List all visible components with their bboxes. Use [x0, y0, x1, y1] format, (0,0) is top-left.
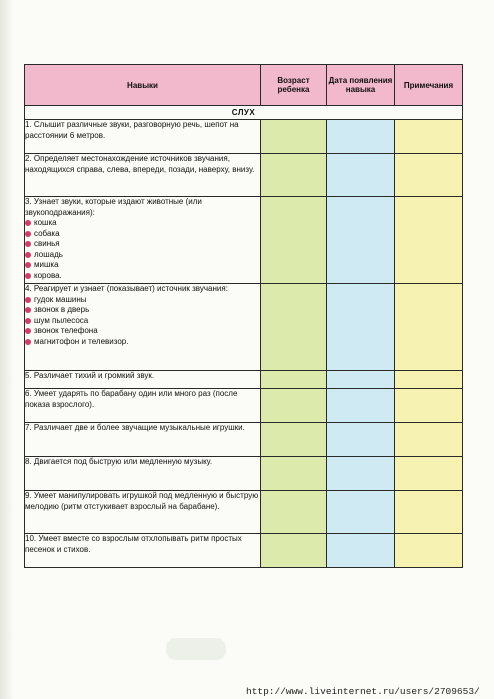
- list-item: [25, 229, 260, 240]
- skills-table: [24, 64, 463, 568]
- notes-cell[interactable]: [395, 491, 463, 534]
- date-cell[interactable]: [327, 389, 395, 423]
- table-header-row: [25, 65, 463, 106]
- age-cell[interactable]: [261, 534, 327, 568]
- skill-text: 10. Умеет вместе со взрослым отхлопывать ритм простых песенок и стихов.: [25, 534, 242, 554]
- bullet-icon: [25, 252, 31, 258]
- skill-cell: [25, 120, 261, 154]
- skill-text: 3. Узнает звуки, которые издают животные (или звукоподражания):: [25, 197, 202, 217]
- page-edge-shadow: [0, 0, 14, 699]
- list-item: [25, 295, 260, 306]
- notes-cell[interactable]: [395, 197, 463, 284]
- faint-stamp-mark: [166, 638, 226, 660]
- list-item-label: магнитофон и телевизор.: [34, 336, 129, 346]
- skill-cell: [25, 154, 261, 197]
- date-cell[interactable]: [327, 197, 395, 284]
- bullet-icon: [25, 297, 31, 303]
- notes-cell[interactable]: [395, 534, 463, 568]
- date-cell[interactable]: [327, 423, 395, 457]
- skill-text: 9. Умеет манипулировать игрушкой под медленную и быструю мелодию (ритм отстукивает взрослый на барабане).: [25, 491, 259, 511]
- list-item-label: корова.: [34, 270, 62, 280]
- age-cell[interactable]: [261, 371, 327, 389]
- skill-text: 7. Различает две и более звучащие музыкальные игрушки.: [25, 423, 245, 432]
- notes-cell[interactable]: [395, 457, 463, 491]
- table-row: [25, 284, 463, 371]
- list-item-label: звонок телефона: [34, 326, 98, 335]
- list-item-label: свинья: [34, 239, 60, 248]
- list-item-label: лошадь: [34, 249, 63, 259]
- notes-cell[interactable]: [395, 423, 463, 457]
- table-row: [25, 423, 463, 457]
- list-item: [25, 337, 260, 348]
- bullet-icon: [25, 262, 31, 268]
- list-item: [25, 271, 260, 282]
- skill-cell: [25, 197, 261, 284]
- skill-cell: [25, 457, 261, 491]
- skill-cell: [25, 389, 261, 423]
- skill-cell: [25, 371, 261, 389]
- table-row: [25, 154, 463, 197]
- table-row: [25, 197, 463, 284]
- list-item-label: звонок в дверь: [34, 305, 90, 314]
- table-row: [25, 371, 463, 389]
- notes-cell[interactable]: [395, 371, 463, 389]
- list-item: [25, 250, 260, 261]
- header-date: Дата появления навыка: [327, 65, 395, 106]
- list-item: [25, 326, 260, 337]
- date-cell[interactable]: [327, 284, 395, 371]
- bullet-icon: [25, 220, 31, 226]
- skill-text: 6. Умеет ударять по барабану один или много раз (после показа взрослого).: [25, 389, 238, 409]
- table-row: [25, 534, 463, 568]
- section-row: [25, 106, 463, 120]
- table-row: [25, 389, 463, 423]
- list-item: [25, 218, 260, 229]
- skill-cell: [25, 534, 261, 568]
- header-skills: Навыки: [25, 65, 261, 106]
- list-item: [25, 239, 260, 250]
- notes-cell[interactable]: [395, 284, 463, 371]
- notes-cell[interactable]: [395, 389, 463, 423]
- age-cell[interactable]: [261, 120, 327, 154]
- date-cell[interactable]: [327, 491, 395, 534]
- date-cell[interactable]: [327, 154, 395, 197]
- bullet-icon: [25, 328, 31, 334]
- bullet-icon: [25, 273, 31, 279]
- skill-cell: [25, 284, 261, 371]
- notes-cell[interactable]: [395, 154, 463, 197]
- list-item: [25, 305, 260, 316]
- age-cell[interactable]: [261, 423, 327, 457]
- bullet-icon: [25, 307, 31, 313]
- table-row: [25, 120, 463, 154]
- skill-text: 8. Двигается под быструю или медленную музыку.: [25, 457, 213, 466]
- list-item: [25, 260, 260, 271]
- age-cell[interactable]: [261, 284, 327, 371]
- header-age: Возраст ребенка: [261, 65, 327, 106]
- notes-cell[interactable]: [395, 120, 463, 154]
- list-item-label: шум пылесоса: [34, 315, 89, 325]
- list-item-label: мишка: [34, 260, 59, 269]
- skill-text: 2. Определяет местонахождение источников звучания, находящихся справа, слева, впереди, позади, наверху, внизу.: [25, 154, 255, 174]
- section-title: СЛУХ: [25, 106, 463, 120]
- list-item: [25, 316, 260, 327]
- bullet-icon: [25, 241, 31, 247]
- date-cell[interactable]: [327, 120, 395, 154]
- footer-url: http://www.liveinternet.ru/users/2709653/: [246, 686, 480, 697]
- bullet-icon: [25, 231, 31, 237]
- sub-list: [25, 295, 260, 348]
- date-cell[interactable]: [327, 457, 395, 491]
- list-item-label: собака: [34, 228, 60, 238]
- list-item-label: кошка: [34, 218, 57, 227]
- age-cell[interactable]: [261, 197, 327, 284]
- list-item-label: гудок машины: [34, 294, 87, 304]
- age-cell[interactable]: [261, 389, 327, 423]
- bullet-icon: [25, 339, 31, 345]
- table-row: [25, 491, 463, 534]
- skill-text: 5. Различает тихий и громкий звук.: [25, 371, 155, 380]
- sub-list: [25, 218, 260, 281]
- table-row: [25, 457, 463, 491]
- skill-text: 1. Слышит различные звуки, разговорную речь, шепот на расстоянии 6 метров.: [25, 120, 239, 140]
- bullet-icon: [25, 318, 31, 324]
- skill-cell: [25, 491, 261, 534]
- skill-cell: [25, 423, 261, 457]
- age-cell[interactable]: [261, 491, 327, 534]
- date-cell[interactable]: [327, 371, 395, 389]
- date-cell[interactable]: [327, 534, 395, 568]
- age-cell[interactable]: [261, 154, 327, 197]
- skill-text: 4. Реагирует и узнает (показывает) источник звучания:: [25, 284, 228, 293]
- age-cell[interactable]: [261, 457, 327, 491]
- header-notes: Примечания: [395, 65, 463, 106]
